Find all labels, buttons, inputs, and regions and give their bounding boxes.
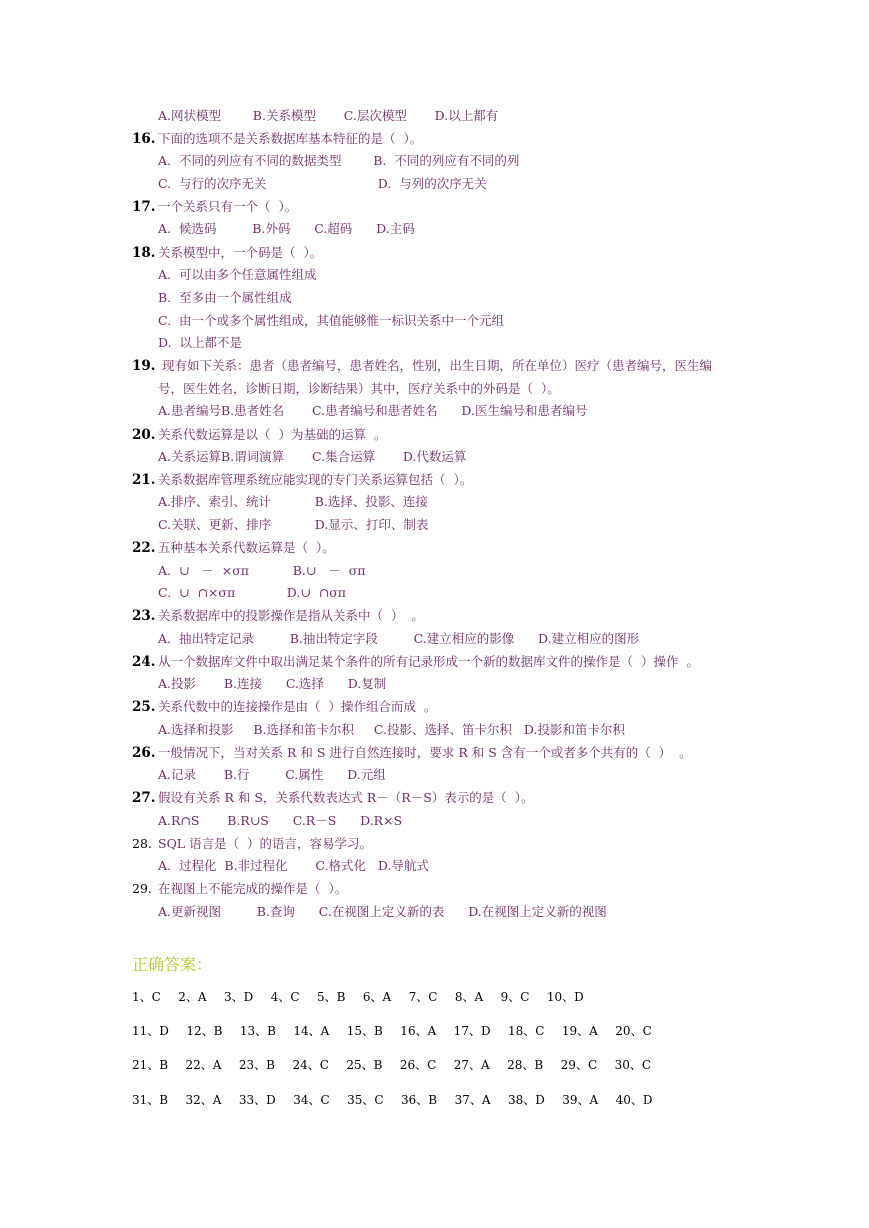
q22-option-line: C. ∪ ∩×σπ D.∪ ∩σπ	[158, 585, 347, 600]
q25-option-line: A.选择和投影 B.选择和笛卡尔积 C.投影、选择、笛卡尔积 D.投影和笛卡尔积	[158, 722, 625, 737]
q16-text: 下面的选项不是关系数据库基本特征的是（ ）。	[158, 131, 423, 146]
q26-text: 一般情况下，当对关系 R 和 S 进行自然连接时，要求 R 和 S 含有一个或者多个共有的（ ） 。	[158, 745, 692, 760]
q20-number: 20.	[132, 427, 156, 443]
q18-option-line: C. 由一个或多个属性组成，其值能够惟一标识关系中一个元组	[158, 313, 505, 328]
q29-option-line: A.更新视图 B.查询 C.在视图上定义新的表 D.在视图上定义新的视图	[158, 904, 607, 919]
q27-text: 假设有关系 R 和 S，关系代数表达式 R－（R－S）表示的是（ ）。	[158, 790, 534, 805]
q25-text: 关系代数中的连接操作是由（ ）操作组合而成 。	[158, 699, 437, 714]
q28-option-line: A. 过程化 B.非过程化 C.格式化 D.导航式	[158, 858, 429, 873]
q20-text: 关系代数运算是以（ ）为基础的运算 。	[158, 427, 387, 442]
answers-row: 31、B 32、A 33、D 34、C 35、C 36、B 37、A 38、D 39、A 40、D	[132, 1093, 653, 1107]
q24-text: 从一个数据库文件中取出满足某个条件的所有记录形成一个新的数据库文件的操作是（ ）操作 。	[158, 654, 699, 669]
q29-number: 29.	[132, 881, 152, 896]
q25-number: 25.	[132, 699, 156, 715]
q18-number: 18.	[132, 245, 156, 261]
q18-option-line: D. 以上都不是	[158, 335, 242, 350]
q21-option-line: C.关联、更新、排序 D.显示、打印、制表	[158, 517, 429, 532]
answers-row: 1、C 2、A 3、D 4、C 5、B 6、A 7、C 8、A 9、C 10、D	[132, 990, 584, 1004]
q19-number: 19.	[132, 358, 156, 374]
q17-text: 一个关系只有一个（ ）。	[158, 199, 298, 214]
q19-option-line: A.患者编号B.患者姓名 C.患者编号和患者姓名 D.医生编号和患者编号	[158, 403, 588, 418]
q26-number: 26.	[132, 745, 156, 761]
q18-option-line: B. 至多由一个属性组成	[158, 290, 292, 305]
q17-number: 17.	[132, 199, 156, 215]
q22-text: 五种基本关系代数运算是（ ）。	[158, 540, 335, 555]
q18-option-line: A. 可以由多个任意属性组成	[158, 267, 317, 282]
q21-text: 关系数据库管理系统应能实现的专门关系运算包括（ ）。	[158, 472, 473, 487]
answers-row: 11、D 12、B 13、B 14、A 15、B 16、A 17、D 18、C 19、A 20、C	[132, 1024, 652, 1038]
q26-option-line: A.记录 B.行 C.属性 D.元组	[158, 767, 386, 782]
q19-text: 现有如下关系：患者（患者编号，患者姓名，性别，出生日期，所在单位）医疗（患者编号，医生编	[158, 358, 712, 373]
q23-number: 23.	[132, 608, 156, 624]
q16-option-line: C. 与行的次序无关 D. 与列的次序无关	[158, 176, 487, 191]
q28-text: SQL 语言是（ ）的语言，容易学习。	[158, 836, 373, 851]
q23-option-line: A. 抽出特定记录 B.抽出特定字段 C.建立相应的影像 D.建立相应的图形	[158, 631, 640, 646]
q17-option-line: A. 候选码 B.外码 C.超码 D.主码	[158, 221, 415, 236]
q16-option-line: A. 不同的列应有不同的数据类型 B. 不同的列应有不同的列	[158, 153, 520, 168]
q20-option-line: A.关系运算B.谓词演算 C.集合运算 D.代数运算	[158, 449, 467, 464]
q24-option-line: A.投影 B.连接 C.选择 D.复制	[158, 676, 387, 691]
q15-options: A.网状模型 B.关系模型 C.层次模型 D.以上都有	[158, 108, 499, 123]
q27-option-line: A.R∩S B.R∪S C.R－S D.R×S	[158, 813, 403, 828]
q22-number: 22.	[132, 540, 156, 556]
q28-number: 28.	[132, 836, 152, 851]
q29-text: 在视图上不能完成的操作是（ ）。	[158, 881, 348, 896]
q21-number: 21.	[132, 472, 156, 488]
q16-number: 16.	[132, 131, 156, 147]
answers-row: 21、B 22、A 23、B 24、C 25、B 26、C 27、A 28、B 29、C 30、C	[132, 1058, 652, 1072]
q21-option-line: A.排序、索引、统计 B.选择、投影、连接	[158, 494, 428, 509]
q18-text: 关系模型中，一个码是（ ）。	[158, 245, 323, 260]
q24-number: 24.	[132, 654, 156, 670]
q22-option-line: A. ∪ － ×σπ B.∪ － σπ	[158, 563, 366, 578]
q27-number: 27.	[132, 790, 156, 806]
q19-text-continued: 号，医生姓名，诊断日期，诊断结果）其中，医疗关系中的外码是（ ）。	[158, 381, 560, 396]
answers-heading: 正确答案：	[132, 955, 213, 974]
q23-text: 关系数据库中的投影操作是指从关系中（ ） 。	[158, 608, 424, 623]
